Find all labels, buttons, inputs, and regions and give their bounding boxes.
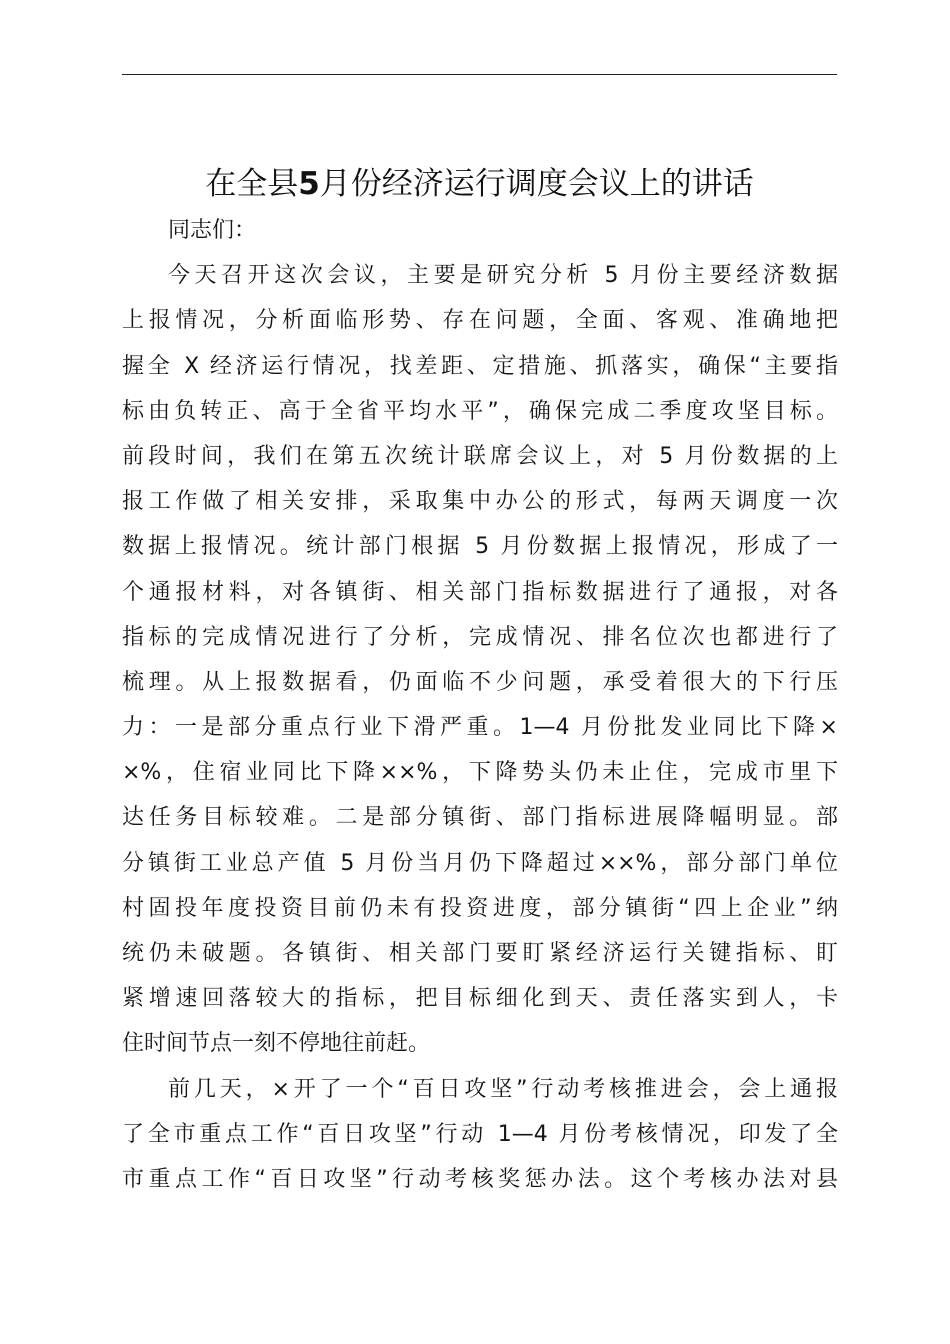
- title-number: 5: [298, 165, 320, 202]
- title-suffix: 月份经济运行调度会议上的讲话: [319, 165, 754, 202]
- body-line: 数据上报情况。统计部门根据 5 月份数据上报情况，形成了一: [122, 534, 838, 560]
- body-line: 统仍未破题。各镇街、相关部门要盯紧经济运行关键指标、盯: [122, 941, 838, 966]
- body-line: 村固投年度投资目前仍未有投资进度，部分镇街“四上企业”纳: [122, 895, 839, 921]
- body-line: 报工作做了相关安排，采取集中办公的形式，每两天调度一次: [122, 489, 838, 515]
- salutation: 同志们：: [168, 218, 257, 243]
- body-line: 了全市重点工作“百日攻坚”行动 1—4 月份考核情况，印发了全: [122, 1121, 838, 1147]
- body-line: 个通报材料，对各镇街、相关部门指标数据进行了通报，对各: [122, 579, 838, 605]
- body-line: 上报情况，分析面临形势、存在问题，全面、客观、准确地把: [122, 308, 838, 334]
- body-line: 分镇街工业总产值 5 月份当月仍下降超过××%，部分部门单位: [122, 850, 838, 876]
- body-line: ×%，住宿业同比下降××%，下降势头仍未止住，完成市里下: [122, 760, 838, 786]
- title-prefix: 在全县: [205, 165, 299, 202]
- body-line: 力：一是部分重点行业下滑严重。1—4 月份批发业同比下降×: [122, 715, 838, 741]
- body-line: 今天召开这次会议，主要是研究分析 5 月份主要经济数据: [168, 263, 838, 289]
- document-body: [122, 208, 838, 1202]
- body-line: 握全 X 经济运行情况，找差距、定措施、抓落实，确保“主要指: [122, 353, 838, 379]
- body-line: 指标的完成情况进行了分析，完成情况、排名位次也都进行了: [122, 624, 838, 650]
- document-title: [122, 161, 837, 207]
- body-line: 住时间节点一刻不停地往前赶。: [122, 1031, 431, 1057]
- body-line: 标由负转正、高于全省平均水平”，确保完成二季度攻坚目标。: [122, 398, 838, 424]
- body-line: 市重点工作“百日攻坚”行动考核奖惩办法。这个考核办法对县: [122, 1166, 839, 1192]
- header-rule: [122, 74, 837, 75]
- body-line: 梳理。从上报数据看，仍面临不少问题，承受着很大的下行压: [122, 669, 838, 695]
- body-line: 紧增速回落较大的指标，把目标细化到天、责任落实到人，卡: [122, 986, 838, 1012]
- body-line: 达任务目标较难。二是部分镇街、部门指标进展降幅明显。部: [122, 805, 838, 831]
- body-line: 前段时间，我们在第五次统计联席会议上，对 5 月份数据的上: [122, 443, 838, 469]
- body-line: 前几天，×开了一个“百日攻坚”行动考核推进会，会上通报: [168, 1076, 838, 1102]
